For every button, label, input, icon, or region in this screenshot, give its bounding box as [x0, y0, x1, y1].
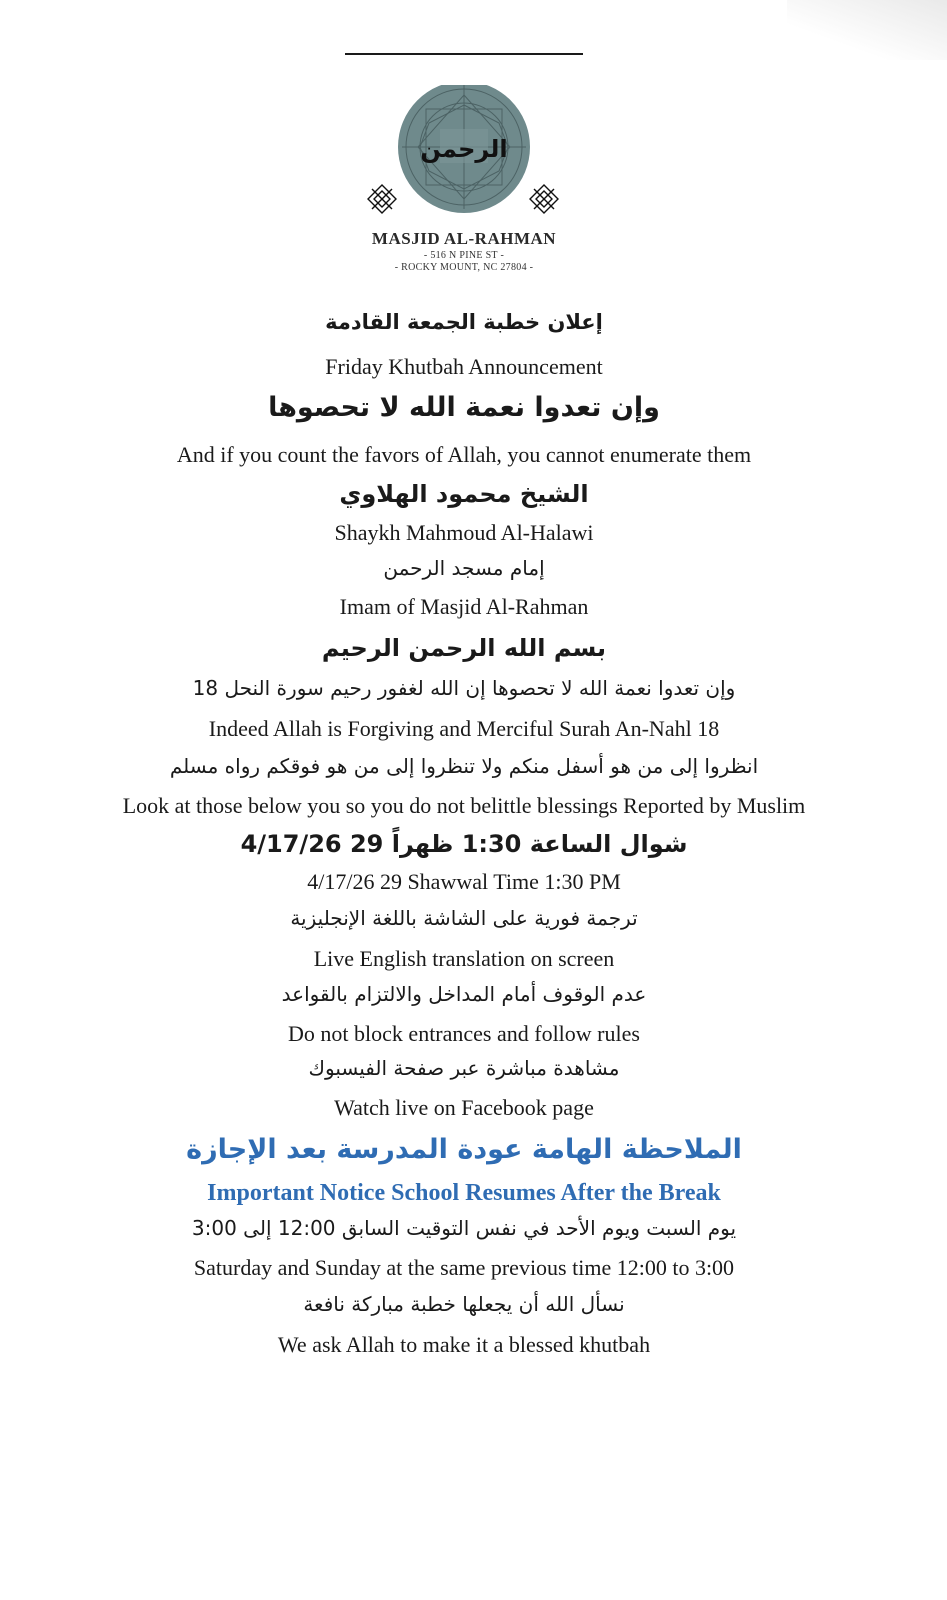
announcement-title-ar: إعلان خطبة الجمعة القادمة — [325, 310, 603, 334]
corner-shadow — [787, 0, 947, 60]
address-city: - ROCKY MOUNT, NC 27804 - — [394, 262, 534, 273]
notice-en: Important Notice School Resumes After the Break — [207, 1180, 721, 1206]
translation-en: Live English translation on screen — [313, 946, 615, 971]
dua-ar: نسأل الله أن يجعلها خطبة مباركة نافعة — [303, 1292, 625, 1316]
verse-ar: وإن تعدوا نعمة الله لا تحصوها إن الله لغفور رحيم سورة النحل 18 — [192, 676, 736, 700]
dua-en: We ask Allah to make it a blessed khutbah — [277, 1332, 651, 1357]
top-divider — [345, 53, 583, 55]
topic-en: And if you count the favors of Allah, you cannot enumerate them — [176, 442, 752, 467]
role-en: Imam of Masjid Al-Rahman — [339, 594, 589, 619]
mosque-name: MASJID AL-RAHMAN — [371, 229, 557, 248]
mosque-logo — [360, 85, 568, 225]
verse-en: Indeed Allah is Forgiving and Merciful Surah An-Nahl 18 — [208, 716, 720, 741]
hadith-en: Look at those below you so you do not belittle blessings Reported by Muslim — [122, 793, 806, 818]
hadith-ar: انظروا إلى من هو أسفل منكم ولا تنظروا إلى من هو فوقكم رواه مسلم — [169, 754, 759, 778]
address-street: - 516 N PINE ST - — [423, 250, 505, 261]
svg-text:الرحمن: الرحمن — [420, 135, 508, 163]
announcement-title-en: Friday Khutbah Announcement — [325, 354, 603, 379]
basmala-ar: بسم الله الرحمن الرحيم — [321, 634, 607, 662]
rules-ar: عدم الوقوف أمام المداخل والالتزام بالقواعد — [281, 982, 647, 1006]
rules-en: Do not block entrances and follow rules — [288, 1021, 640, 1046]
notice-ar: الملاحظة الهامة عودة المدرسة بعد الإجازة — [186, 1134, 742, 1165]
role-ar: إمام مسجد الرحمن — [383, 556, 545, 580]
logo-emblem-icon — [360, 85, 568, 225]
topic-ar: وإن تعدوا نعمة الله لا تحصوها — [268, 392, 660, 423]
facebook-ar: مشاهدة مباشرة عبر صفحة الفيسبوك — [308, 1056, 620, 1080]
speaker-ar: الشيخ محمود الهلاوي — [339, 480, 589, 508]
translation-ar: ترجمة فورية على الشاشة باللغة الإنجليزية — [290, 906, 638, 930]
schedule-en: Saturday and Sunday at the same previous time 12:00 to 3:00 — [193, 1255, 735, 1280]
time-en: 4/17/26 29 Shawwal Time 1:30 PM — [307, 869, 621, 894]
speaker-en: Shaykh Mahmoud Al-Halawi — [334, 520, 594, 545]
time-ar: شوال الساعة 1:30 ظهراً 29 4/17/26 — [240, 830, 688, 858]
facebook-en: Watch live on Facebook page — [334, 1095, 594, 1120]
schedule-ar: يوم السبت ويوم الأحد في نفس التوقيت السابق 12:00 إلى 3:00 — [191, 1216, 737, 1240]
